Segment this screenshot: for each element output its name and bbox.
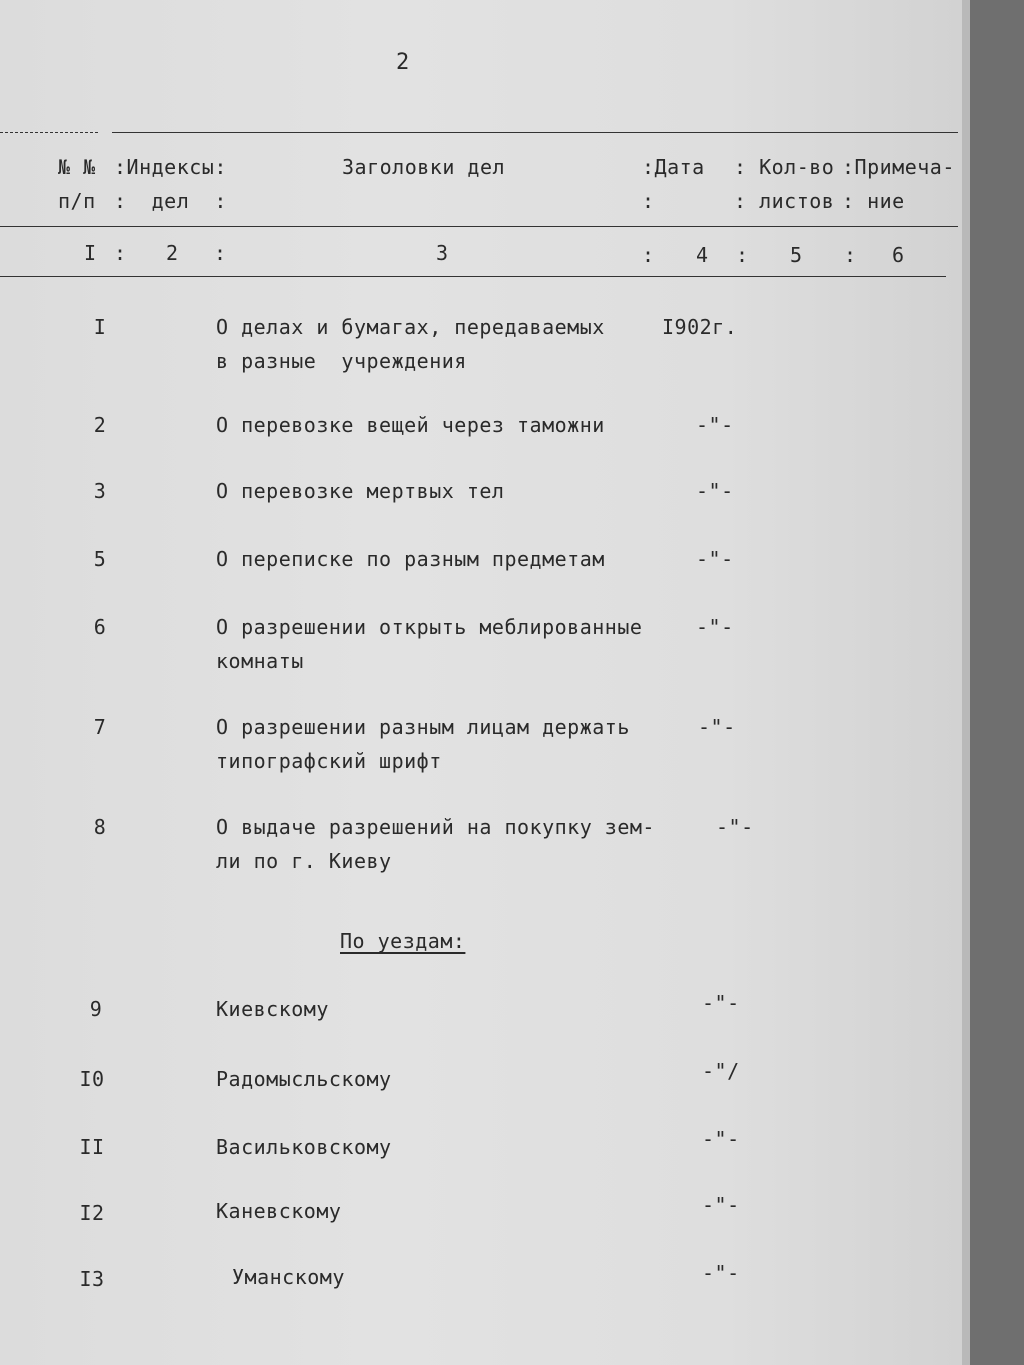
row-title: Уманскому	[232, 1265, 345, 1289]
header-date-l1: :Дата	[642, 155, 705, 179]
header-sheets-l2: : листов	[734, 189, 835, 213]
header-notes-l1: :Примеча-	[842, 155, 955, 179]
row-number: 5	[93, 547, 107, 571]
header-titles: Заголовки дел	[342, 155, 506, 179]
row-date: -"-	[702, 1127, 740, 1151]
row-number: I3	[79, 1267, 105, 1291]
top-rule-left	[0, 132, 98, 133]
colnum-5: 5	[790, 243, 803, 267]
row-date: -"-	[696, 615, 734, 639]
colnum-2: 2	[166, 241, 179, 265]
row-title-line1: О выдаче разрешений на покупку зем-	[216, 815, 655, 839]
header-notes-l2: : ние	[842, 189, 905, 213]
row-title: Радомысльскому	[216, 1067, 392, 1091]
colnum-6: 6	[892, 243, 905, 267]
colnum-3: 3	[436, 241, 449, 265]
page-number: 2	[396, 50, 410, 75]
row-number: I	[93, 315, 107, 339]
row-date: I902г.	[662, 315, 738, 339]
row-title: Киевскому	[216, 997, 329, 1021]
header-num-l1: № №	[58, 155, 96, 179]
header-num-l2: п/п	[58, 189, 96, 213]
row-title-line2: комнаты	[216, 649, 304, 673]
row-title: Каневскому	[216, 1199, 342, 1223]
row-number: II	[79, 1135, 105, 1159]
row-title-line1: О делах и бумагах, передаваемых	[216, 315, 605, 339]
colnum-sep-4: :	[736, 243, 749, 267]
colnum-4: 4	[696, 243, 709, 267]
row-title-line1: О перевозке вещей через таможни	[216, 413, 605, 437]
row-date: -"/	[702, 1059, 740, 1083]
colnum-sep-2: :	[214, 241, 227, 265]
header-date-l2: :	[642, 189, 655, 213]
row-date: -"-	[702, 1193, 740, 1217]
row-number: I0	[79, 1067, 105, 1091]
header-index-l1: :Индексы:	[114, 155, 227, 179]
row-title: Васильковскому	[216, 1135, 392, 1159]
row-number: 9	[89, 997, 103, 1021]
row-title-line1: О перевозке мертвых тел	[216, 479, 505, 503]
row-date: -"-	[702, 991, 740, 1015]
row-date: -"-	[698, 715, 736, 739]
row-date: -"-	[696, 413, 734, 437]
row-title-line1: О разрешении открыть меблированные	[216, 615, 643, 639]
row-title-line2: в разные учреждения	[216, 349, 467, 373]
columns-rule	[0, 276, 946, 277]
row-title-line2: ли по г. Киеву	[216, 849, 392, 873]
row-date: -"-	[702, 1261, 740, 1285]
colnum-sep-5: :	[844, 243, 857, 267]
row-title-line1: О переписке по разным предметам	[216, 547, 605, 571]
header-index-l2: : дел :	[114, 189, 227, 213]
top-rule	[112, 132, 958, 133]
row-number: 7	[93, 715, 107, 739]
row-number: 6	[93, 615, 107, 639]
row-date: -"-	[716, 815, 754, 839]
row-number: 2	[93, 413, 107, 437]
colnum-sep-1: :	[114, 241, 127, 265]
colnum-sep-3: :	[642, 243, 655, 267]
section-heading: По уездам:	[340, 929, 466, 953]
header-rule	[0, 226, 958, 227]
row-number: 3	[93, 479, 107, 503]
row-number: 8	[93, 815, 107, 839]
header-sheets-l1: : Кол-во	[734, 155, 835, 179]
row-number: I2	[79, 1201, 105, 1225]
row-date: -"-	[696, 479, 734, 503]
colnum-1: I	[84, 241, 97, 265]
row-title-line1: О разрешении разным лицам держать	[216, 715, 630, 739]
row-date: -"-	[696, 547, 734, 571]
row-title-line2: типографский шрифт	[216, 749, 442, 773]
